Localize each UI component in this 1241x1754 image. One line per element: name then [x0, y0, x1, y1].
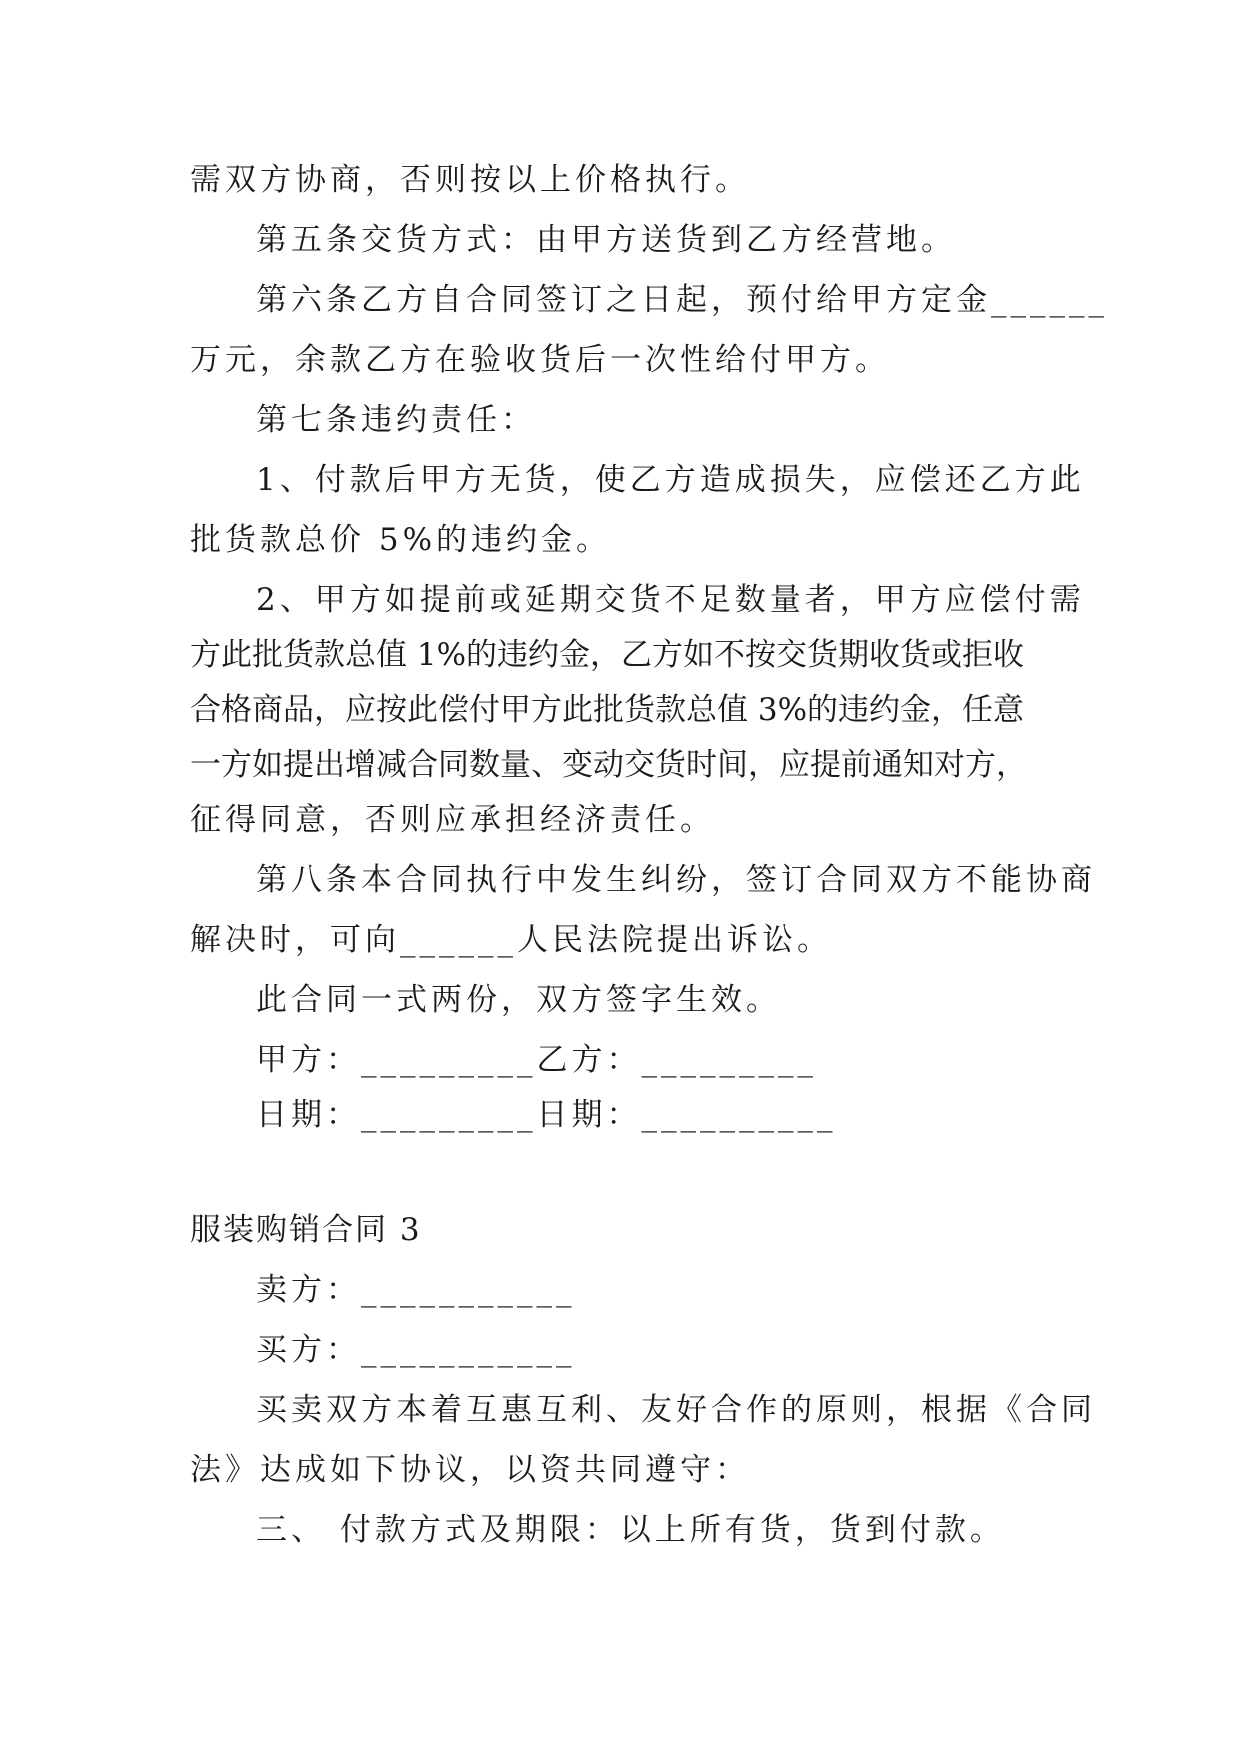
- text-line: 方此批货款总值 1%的违约金，乙方如不按交货期收货或拒收: [190, 637, 1025, 673]
- signature-line-party: 甲方：_________乙方：_________: [256, 1042, 817, 1078]
- section-heading: 服装购销合同 3: [190, 1212, 422, 1248]
- seller-line: 卖方：___________: [256, 1272, 576, 1308]
- text-line: 三、 付款方式及期限：以上所有货，货到付款。: [256, 1512, 1005, 1548]
- text-line: 万元，余款乙方在验收货后一次性给付甲方。: [190, 342, 890, 378]
- text-line: 解决时，可向______人民法院提出诉讼。: [190, 922, 832, 958]
- text-line: 2、甲方如提前或延期交货不足数量者，甲方应偿付需: [256, 582, 1085, 618]
- text-line: 1、付款后甲方无货，使乙方造成损失，应偿还乙方此: [256, 462, 1085, 498]
- text-line: 批货款总价 5%的违约金。: [190, 522, 612, 558]
- text-line: 需双方协商，否则按以上价格执行。: [190, 162, 750, 198]
- text-line: 第七条违约责任：: [256, 402, 536, 438]
- text-line: 法》达成如下协议，以资共同遵守：: [190, 1452, 750, 1488]
- text-line: 此合同一式两份，双方签字生效。: [256, 982, 781, 1018]
- text-line: 第八条本合同执行中发生纠纷，签订合同双方不能协商: [256, 862, 1096, 898]
- text-line: 征得同意，否则应承担经济责任。: [190, 802, 715, 838]
- text-line: 一方如提出增减合同数量、变动交货时间，应提前通知对方，: [190, 747, 1027, 783]
- text-line: 第五条交货方式：由甲方送货到乙方经营地。: [256, 222, 956, 258]
- text-line: 买卖双方本着互惠互利、友好合作的原则，根据《合同: [256, 1392, 1096, 1428]
- text-line: 第六条乙方自合同签订之日起，预付给甲方定金______: [256, 282, 1108, 318]
- signature-line-date: 日期：_________日期：__________: [256, 1097, 837, 1133]
- buyer-line: 买方：___________: [256, 1332, 576, 1368]
- text-line: 合格商品，应按此偿付甲方此批货款总值 3%的违约金，任意: [190, 692, 1025, 728]
